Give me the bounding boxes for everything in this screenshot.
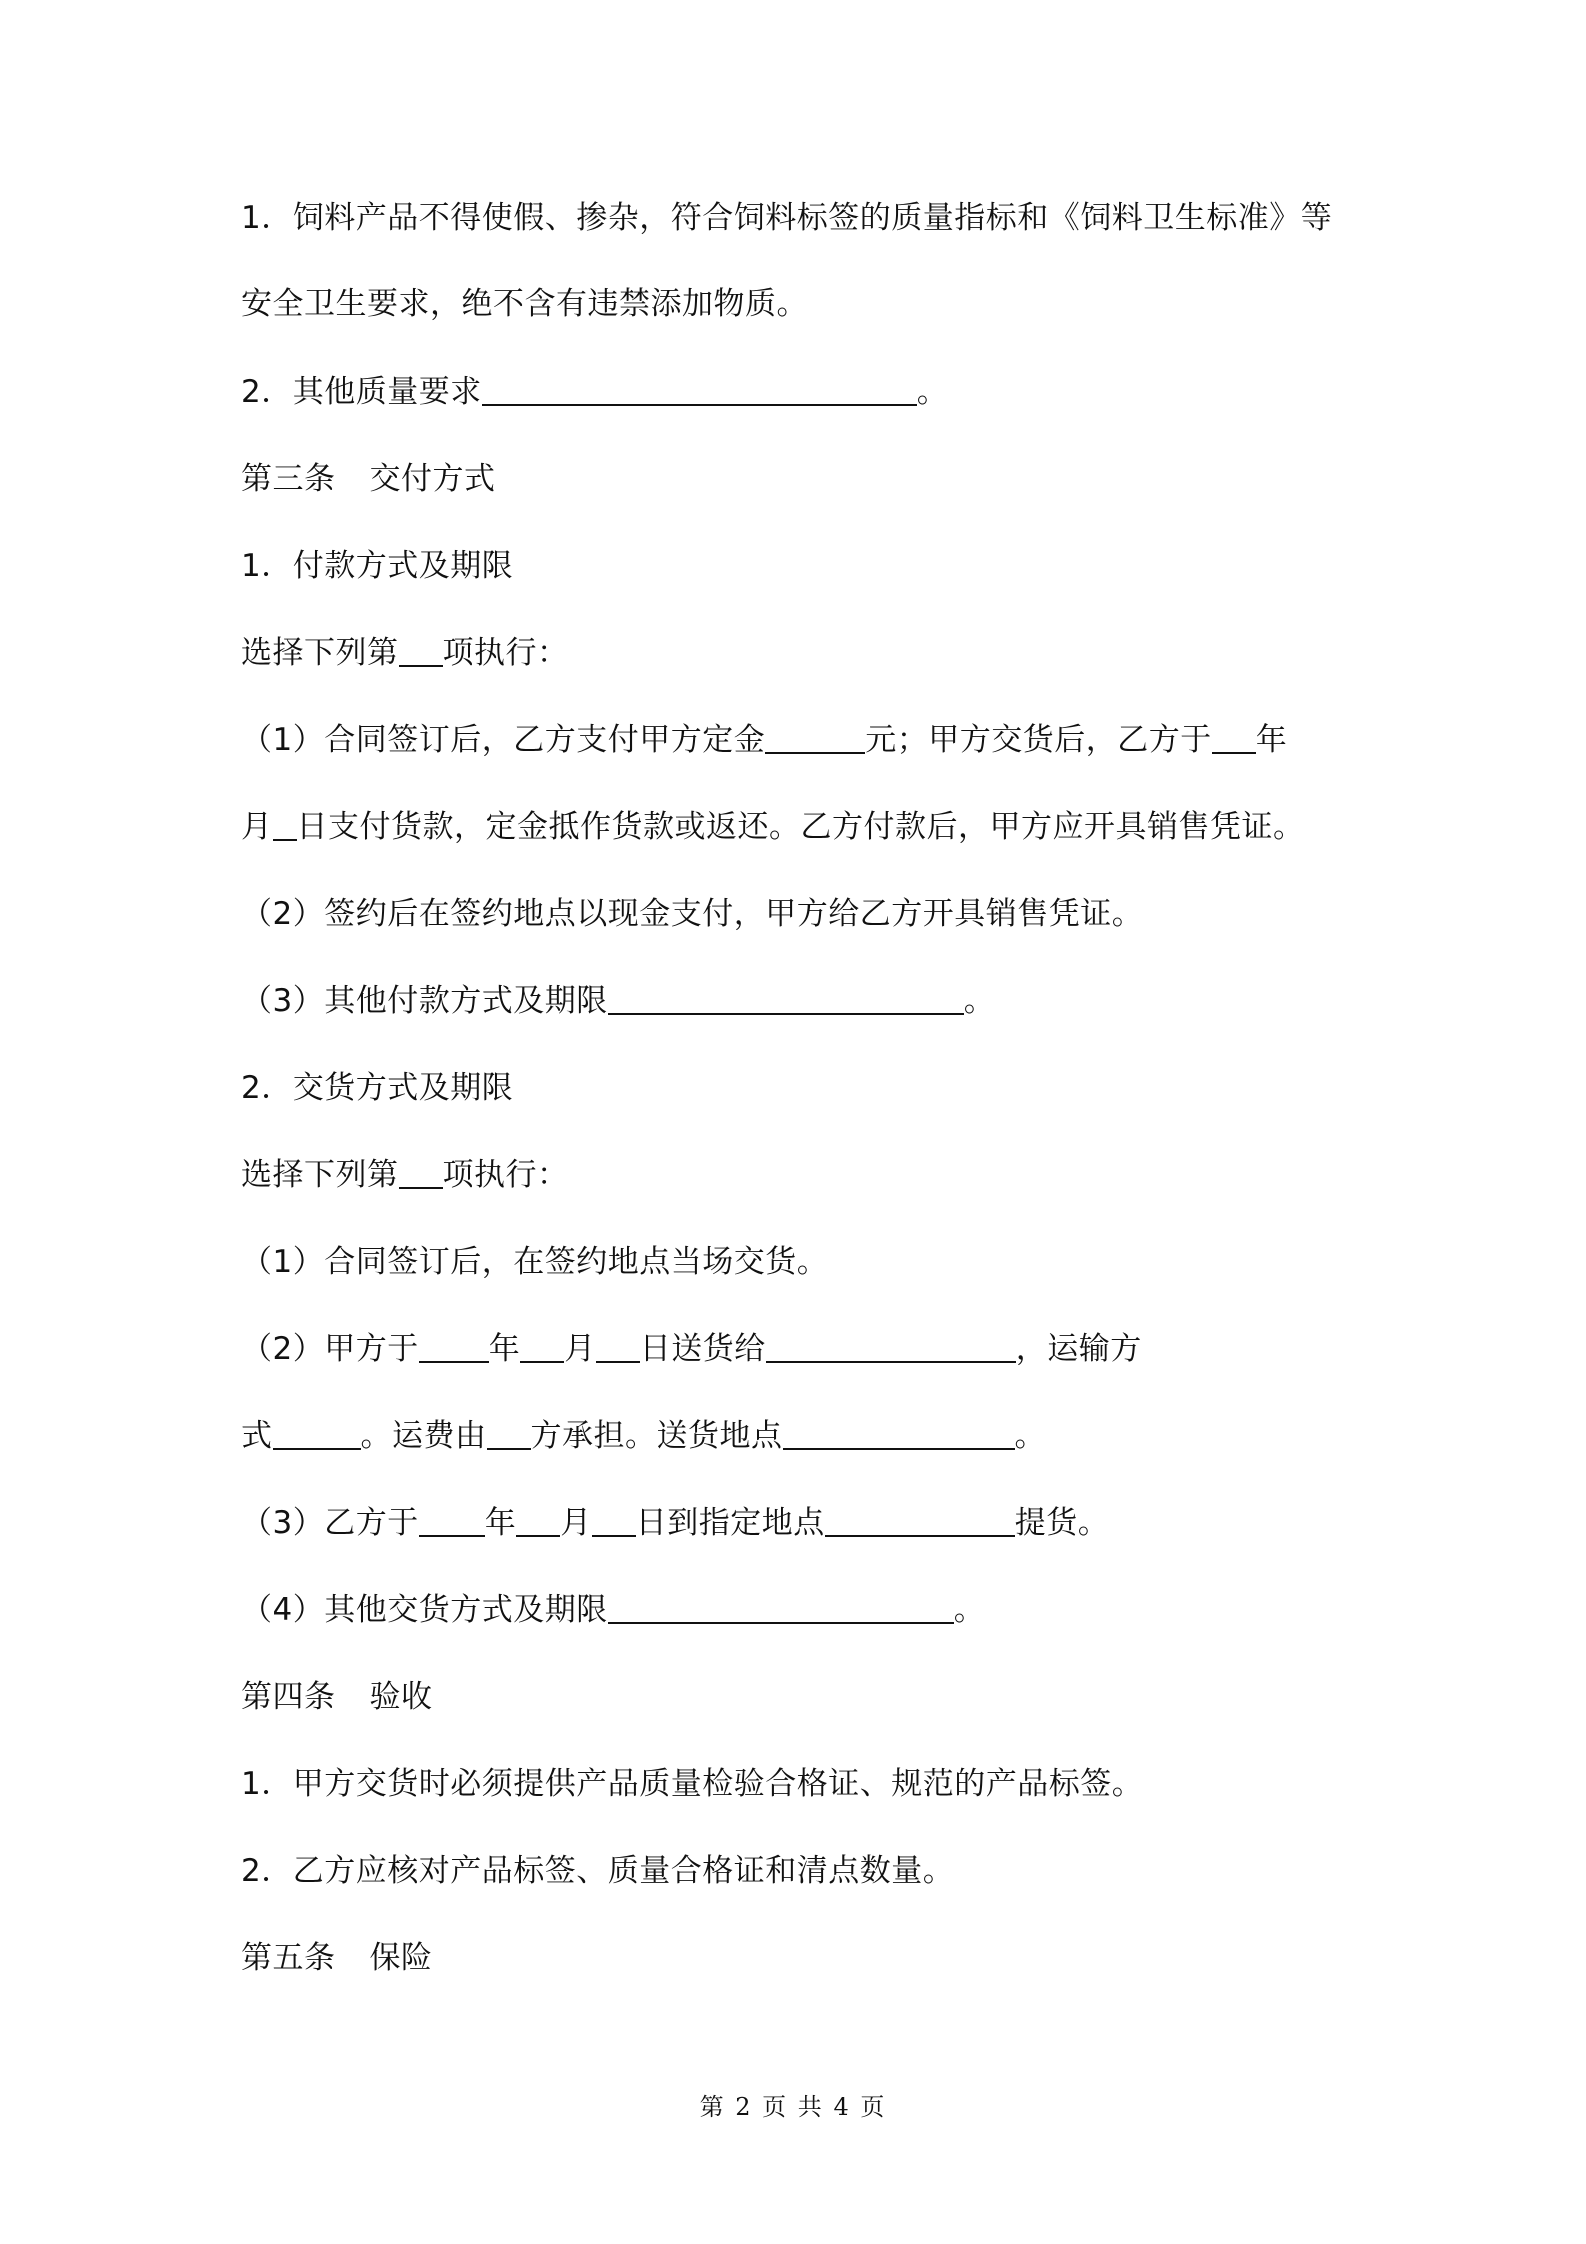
blank-field[interactable] bbox=[608, 1592, 954, 1624]
blank-field[interactable] bbox=[419, 1331, 489, 1363]
page-number-footer: 第 2 页 共 4 页 bbox=[699, 2093, 887, 2121]
delivery-select-line: 选择下列第 项执行： bbox=[241, 1157, 569, 1193]
blank-field[interactable] bbox=[608, 983, 964, 1015]
payment-option-2: （2）签约后在签约地点以现金支付，甲方给乙方开具销售凭证。 bbox=[241, 896, 1144, 932]
blank-field[interactable] bbox=[487, 1418, 531, 1450]
blank-field[interactable] bbox=[592, 1505, 636, 1537]
blank-field[interactable] bbox=[419, 1505, 485, 1537]
delivery-heading: 2．交货方式及期限 bbox=[241, 1070, 514, 1106]
delivery-option-3: （3）乙方于 年 月 日到指定地点 提货。 bbox=[241, 1505, 1110, 1541]
blank-field[interactable] bbox=[520, 1331, 564, 1363]
clause-2-item-1-line-2: 安全卫生要求，绝不含有违禁添加物质。 bbox=[241, 286, 808, 322]
clause-2-item-2: 2．其他质量要求 。 bbox=[241, 374, 949, 410]
blank-field[interactable] bbox=[766, 1331, 1016, 1363]
payment-heading: 1．付款方式及期限 bbox=[241, 548, 514, 584]
clause-2-item-1-line-1: 1．饲料产品不得使假、掺杂，符合饲料标签的质量指标和《饲料卫生标准》等 bbox=[241, 200, 1333, 236]
blank-field[interactable] bbox=[596, 1331, 640, 1363]
payment-option-3: （3）其他付款方式及期限 。 bbox=[241, 983, 996, 1019]
payment-select-line: 选择下列第 项执行： bbox=[241, 635, 569, 671]
payment-option-1-line-2: 月 日支付货款，定金抵作货款或返还。乙方付款后，甲方应开具销售凭证。 bbox=[241, 809, 1305, 845]
blank-field[interactable] bbox=[516, 1505, 560, 1537]
blank-field[interactable] bbox=[273, 1418, 361, 1450]
acceptance-item-2: 2．乙方应核对产品标签、质量合格证和清点数量。 bbox=[241, 1853, 955, 1889]
clause-5-heading: 第五条 保险 bbox=[241, 1940, 433, 1976]
delivery-option-1: （1）合同签订后，在签约地点当场交货。 bbox=[241, 1244, 829, 1280]
delivery-option-2-line-2: 式 。运费由 方承担。送货地点 。 bbox=[241, 1418, 1046, 1454]
clause-3-heading: 第三条 交付方式 bbox=[241, 461, 496, 497]
delivery-option-4: （4）其他交货方式及期限 。 bbox=[241, 1592, 986, 1628]
acceptance-item-1: 1．甲方交货时必须提供产品质量检验合格证、规范的产品标签。 bbox=[241, 1766, 1144, 1802]
clause-4-heading: 第四条 验收 bbox=[241, 1679, 433, 1715]
blank-field[interactable] bbox=[399, 1157, 443, 1189]
blank-field[interactable] bbox=[273, 809, 297, 841]
blank-field[interactable] bbox=[765, 722, 865, 754]
blank-field[interactable] bbox=[399, 635, 443, 667]
payment-option-1-line-1: （1）合同签订后，乙方支付甲方定金 元；甲方交货后，乙方于 年 bbox=[241, 722, 1288, 758]
delivery-option-2-line-1: （2）甲方于 年 月 日送货给 ，运输方 bbox=[241, 1331, 1142, 1367]
blank-field[interactable] bbox=[482, 374, 917, 406]
blank-field[interactable] bbox=[783, 1418, 1015, 1450]
blank-field[interactable] bbox=[1212, 722, 1256, 754]
blank-field[interactable] bbox=[825, 1505, 1015, 1537]
